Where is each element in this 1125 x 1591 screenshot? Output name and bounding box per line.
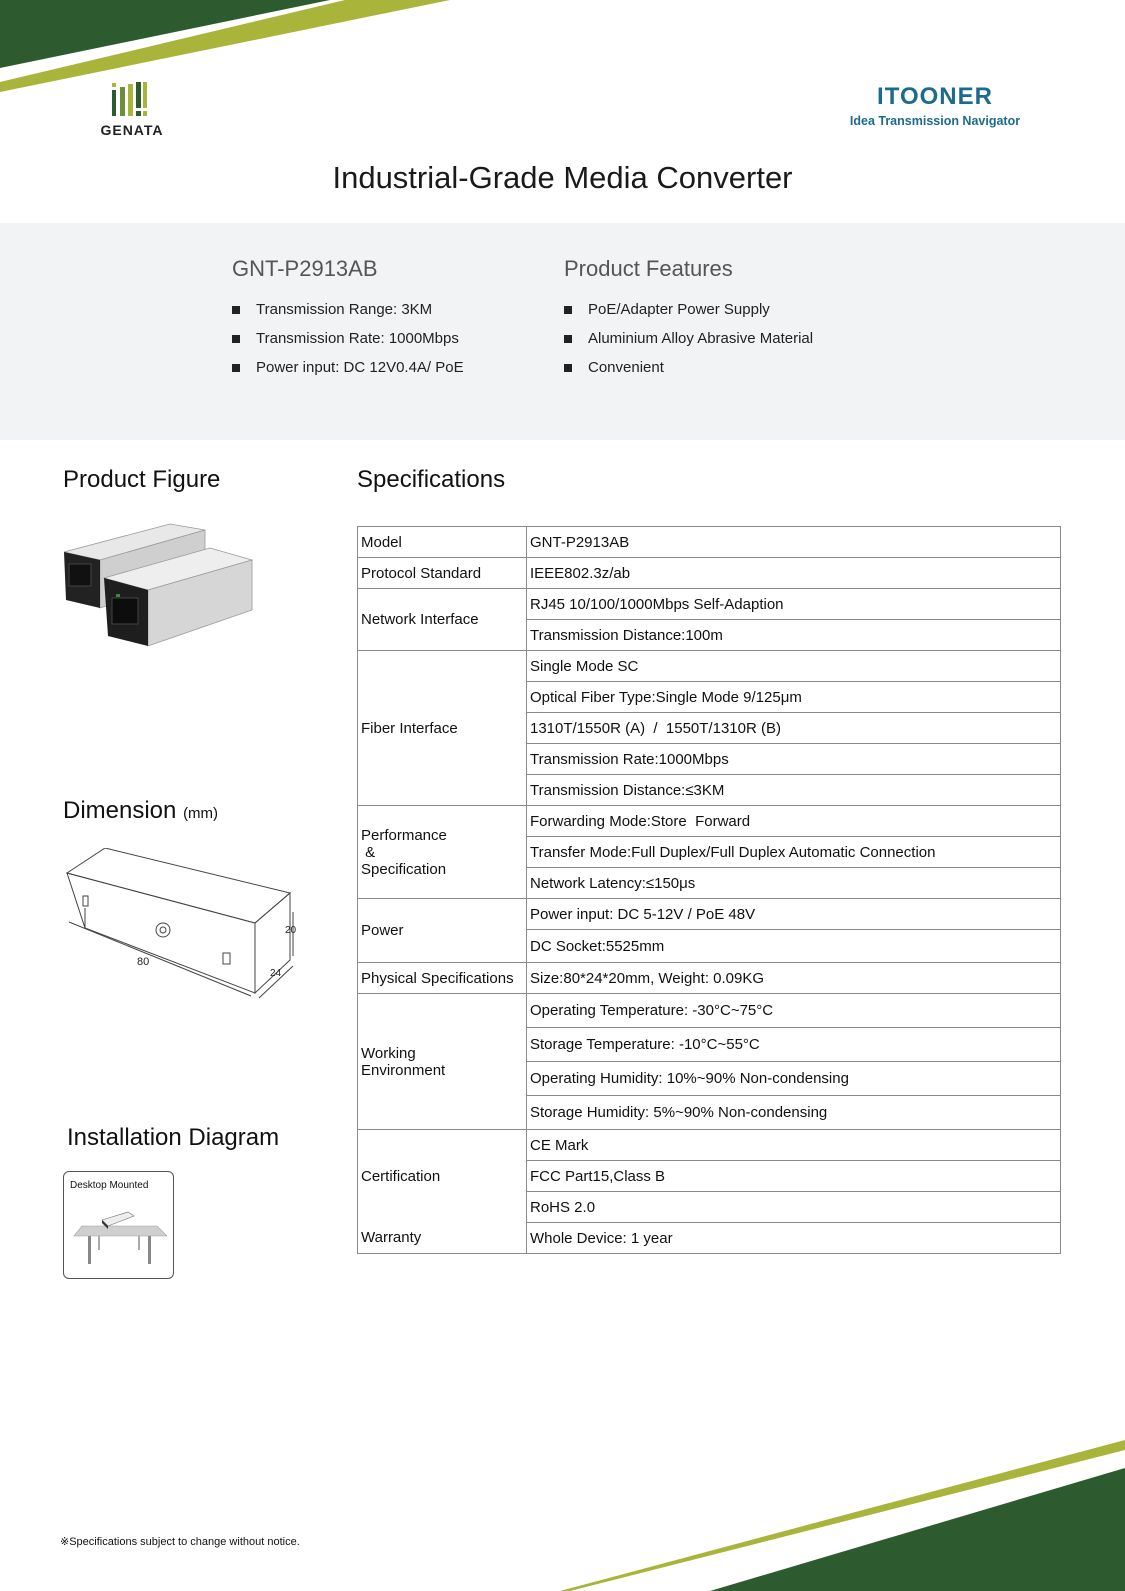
spec-label-performance-line: & [361, 843, 376, 861]
spec-label-network: Network Interface [358, 589, 527, 651]
features-band [0, 223, 1125, 440]
table-row [358, 527, 1061, 558]
bottom-corner-decoration [0, 1440, 1125, 1591]
list-item: Transmission Range: 3KM [232, 300, 532, 329]
dimension-height-label: 20 [285, 925, 297, 936]
list-item: Transmission Rate: 1000Mbps [232, 329, 532, 358]
spec-value-working: Operating Temperature: -30°C~75°C [527, 994, 1061, 1028]
dimension-drawing [55, 848, 305, 1018]
model-title: GNT-P2913AB [232, 256, 378, 281]
model-bullet-list [232, 300, 532, 387]
spec-label-performance-line: Performance [361, 826, 447, 844]
spec-value-fiber: Transmission Distance:≤3KM [527, 775, 1061, 806]
spec-label-fiber: Fiber Interface [358, 651, 527, 806]
spec-value-warranty: Whole Device: 1 year [527, 1223, 1061, 1254]
spec-label-working [358, 994, 527, 1130]
product-photo [60, 520, 260, 655]
specifications-heading: Specifications [357, 466, 506, 493]
product-figure-heading: Product Figure [63, 466, 221, 493]
spec-label-certification: Certification [358, 1130, 527, 1223]
spec-value-physical: Size:80*24*20mm, Weight: 0.09KG [527, 963, 1061, 994]
dimension-unit: (mm) [183, 805, 219, 822]
document-title: Industrial-Grade Media Converter [332, 160, 793, 195]
spec-value-fiber: Optical Fiber Type:Single Mode 9/125μm [527, 682, 1061, 713]
itooner-logo-name: ITOONER [877, 83, 993, 110]
model-summary [232, 256, 532, 387]
spec-value-certification: RoHS 2.0 [527, 1192, 1061, 1223]
spec-value-performance: Transfer Mode:Full Duplex/Full Duplex Automatic Connection [527, 837, 1061, 868]
genata-logo-mark [112, 82, 152, 118]
spec-label-protocol: Protocol Standard [358, 558, 527, 589]
spec-value-fiber: Single Mode SC [527, 651, 1061, 682]
itooner-logo [840, 84, 1030, 134]
spec-value-power: DC Socket:5525mm [527, 930, 1061, 963]
spec-value-model: GNT-P2913AB [527, 527, 1061, 558]
spec-value-certification: CE Mark [527, 1130, 1061, 1161]
specifications-table [357, 526, 1061, 1254]
spec-label-working-line: Environment [361, 1061, 446, 1079]
spec-label-performance [358, 806, 527, 899]
spec-value-network: RJ45 10/100/1000Mbps Self-Adaption [527, 589, 1061, 620]
list-item: Convenient [564, 358, 884, 387]
product-features [564, 256, 884, 387]
genata-logo-text: GENATA [100, 122, 164, 138]
dimension-heading-text: Dimension [63, 797, 177, 824]
spec-value-performance: Forwarding Mode:Store Forward [527, 806, 1061, 837]
installation-label: Desktop Mounted [70, 1180, 149, 1191]
table-row [358, 994, 1061, 1028]
table-row [358, 558, 1061, 589]
spec-label-working-line: Working [361, 1044, 416, 1062]
spec-label-model: Model [358, 527, 527, 558]
dimension-heading [63, 797, 218, 825]
spec-value-power: Power input: DC 5-12V / PoE 48V [527, 899, 1061, 930]
spec-label-physical: Physical Specifications [358, 963, 527, 994]
spec-value-fiber: Transmission Rate:1000Mbps [527, 744, 1061, 775]
spec-value-fiber: 1310T/1550R (A) / 1550T/1310R (B) [527, 713, 1061, 744]
footnote: ※Specifications subject to change without notice. [60, 1536, 300, 1548]
spec-value-performance: Network Latency:≤150μs [527, 868, 1061, 899]
table-row [358, 651, 1061, 682]
desktop-table-illustration [72, 1206, 167, 1266]
table-row [358, 806, 1061, 837]
dimension-width-label: 24 [270, 968, 282, 979]
dimension-length-label: 80 [137, 956, 150, 968]
table-row [358, 1223, 1061, 1254]
spec-label-performance-line: Specification [361, 860, 447, 878]
table-row [358, 1130, 1061, 1161]
itooner-logo-tagline: Idea Transmission Navigator [849, 114, 1021, 128]
installation-heading: Installation Diagram [67, 1124, 280, 1151]
list-item: Aluminium Alloy Abrasive Material [564, 329, 884, 358]
spec-value-working: Operating Humidity: 10%~90% Non-condensing [527, 1062, 1061, 1096]
spec-label-warranty: Warranty [358, 1223, 527, 1254]
spec-value-working: Storage Temperature: -10°C~55°C [527, 1028, 1061, 1062]
installation-diagram [63, 1171, 174, 1279]
spec-value-certification: FCC Part15,Class B [527, 1161, 1061, 1192]
features-bullet-list [564, 300, 884, 387]
table-row [358, 589, 1061, 620]
table-row [358, 963, 1061, 994]
spec-value-working: Storage Humidity: 5%~90% Non-condensing [527, 1096, 1061, 1130]
top-corner-decoration [0, 0, 460, 100]
genata-logo [96, 82, 168, 142]
list-item: PoE/Adapter Power Supply [564, 300, 884, 329]
spec-label-power: Power [358, 899, 527, 963]
list-item: Power input: DC 12V0.4A/ PoE [232, 358, 532, 387]
spec-value-protocol: IEEE802.3z/ab [527, 558, 1061, 589]
features-title: Product Features [564, 256, 733, 281]
table-row [358, 899, 1061, 930]
spec-value-network: Transmission Distance:100m [527, 620, 1061, 651]
